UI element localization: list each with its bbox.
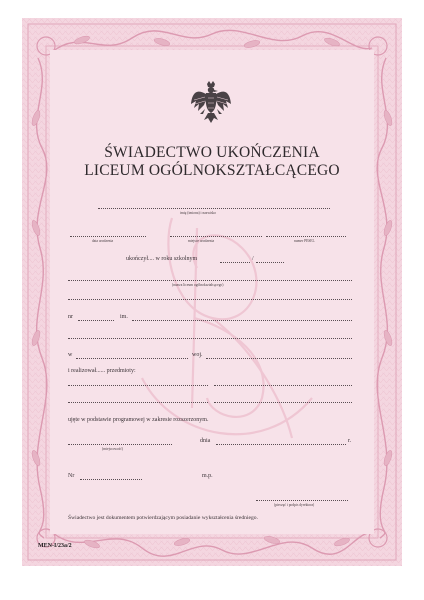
school-year-start-line	[220, 262, 250, 263]
subject-line-2a	[68, 402, 208, 403]
footer-note: Świadectwo jest dokumentem potwierdzającym posiadanie wykształcenia średniego.	[68, 515, 258, 521]
subject-line-1b	[214, 385, 352, 386]
subject-line-2b	[214, 402, 352, 403]
school-number-label: nr	[68, 314, 73, 320]
pesel-label: numer PESEL	[294, 239, 315, 243]
school-number-line	[78, 320, 114, 321]
issue-place-line	[68, 444, 172, 445]
school-patron-label: im.	[120, 314, 128, 320]
signature-label: (pieczęć i podpis dyrektora)	[274, 503, 315, 507]
signature-line	[256, 500, 348, 501]
school-name-line-2	[68, 299, 352, 300]
subjects-text: i realizował...... przedmioty:	[68, 368, 136, 374]
pesel-line	[266, 236, 346, 237]
city-label: w	[68, 352, 73, 358]
graduated-text: ukończył.... w roku szkolnym	[126, 256, 198, 262]
certificate-number-label: Nr	[68, 473, 75, 479]
certificate-number-line	[80, 479, 142, 480]
name-field-label: imię (imiona) i nazwisko	[180, 211, 217, 215]
form-code: MEN-I/23a/2	[38, 543, 72, 549]
issue-place-label: (miejscowość)	[102, 447, 123, 451]
subject-line-1a	[68, 385, 208, 386]
school-patron-line-2	[68, 338, 352, 339]
certificate-title-line2: LICEUM OGÓLNOKSZTAŁCĄCEGO	[84, 162, 340, 179]
certificate-sheet	[22, 18, 402, 566]
issue-date-label: dnia	[200, 438, 211, 444]
issue-date-line	[216, 444, 346, 445]
school-name-line-1	[68, 280, 352, 281]
certificate-title-line1: ŚWIADECTWO UKOŃCZENIA	[104, 144, 320, 161]
voivodeship-line	[206, 358, 352, 359]
seal-place-label: m.p.	[202, 473, 213, 479]
city-line	[76, 358, 188, 359]
polish-eagle-emblem-icon	[190, 80, 232, 124]
birth-date-label: data urodzenia	[92, 239, 114, 243]
extended-scope-text: ujęte w podstawie programowej w zakresie rozszerzonym.	[68, 417, 209, 423]
school-year-slash: /	[252, 256, 254, 262]
birth-date-line	[70, 236, 146, 237]
school-name-label: (nazwa liceum ogólnokształcącego)	[172, 283, 224, 287]
school-patron-line	[132, 320, 352, 321]
issue-year-suffix: r.	[348, 438, 352, 444]
voivodeship-label: woj.	[192, 352, 203, 358]
birth-place-label: miejsce urodzenia	[188, 239, 215, 243]
school-year-end-line	[256, 262, 284, 263]
birth-place-line	[170, 236, 262, 237]
name-field-line	[98, 208, 330, 209]
